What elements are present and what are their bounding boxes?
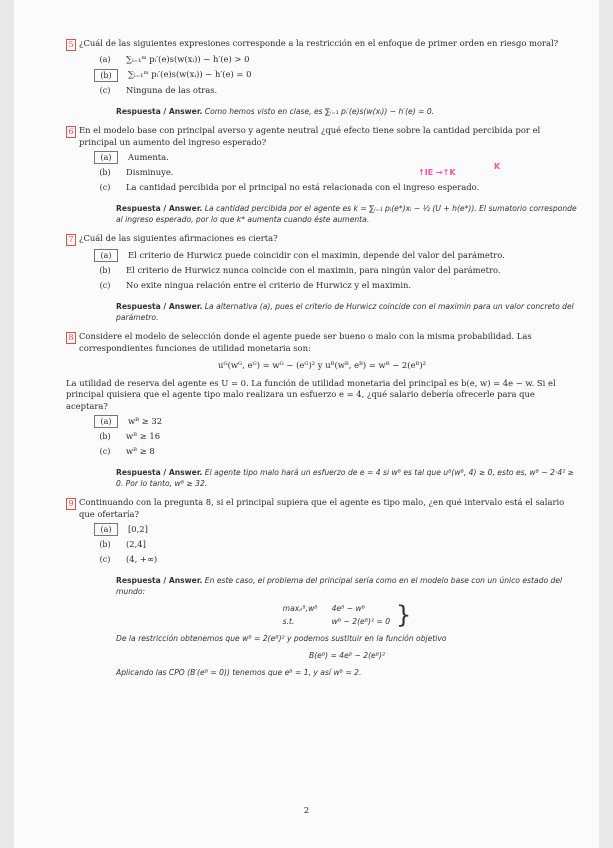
answer-text: La alternativa (a), pues el criterio de Hurwicz coincide con el maximin para un valor concreto del parámetro. [116,302,574,322]
question-text: En el modelo base con principal averso y agente neutral ¿qué efecto tiene sobre la cantidad percibida por el principal un aumento del ingreso esperado? [79,125,541,147]
option-label: (c) [99,182,111,192]
option-text: [0,2] [128,523,148,534]
question-9 [66,497,578,678]
option-text: wᴮ ≥ 8 [126,445,155,456]
option-label-selected: (a) [94,415,118,428]
question-text: ¿Cuál de las siguientes afirmaciones es cierta? [79,233,278,243]
question-number: 8 [66,332,76,344]
option-c [94,182,578,194]
answer-line: De la restricción obtenemos que wᴮ = 2(eᴮ)² y podemos sustituir en la función objetivo [116,634,447,643]
option-label: (a) [99,55,111,65]
question-5 [66,38,578,117]
option-text: wᴮ ≥ 16 [126,431,161,441]
answer-label: Respuesta / Answer. [116,107,203,116]
option-b [94,539,578,551]
option-c [94,280,578,292]
option-text: wᴮ ≥ 32 [128,415,163,426]
option-c [94,554,578,566]
option-text: La cantidad percibida por el principal no está relacionada con el ingreso esperado. [126,181,480,192]
answer [116,203,578,225]
st-label: s.t. [282,617,295,626]
question-number: 9 [66,498,76,510]
question-text-continued: La utilidad de reserva del agente es U = 0. La función de utilidad monetaria del principal es b(e, w) = 4e − w. Si el principal quisiera que el agente tipo malo realizara un esfuerzo e = 4, ¿qué salario debería ofrecerle para que aceptara? [66,377,556,411]
question-8 [66,331,578,489]
option-label: (c) [99,554,111,564]
option-label-selected: (a) [94,523,118,536]
option-b [94,431,578,443]
st-constraint: wᴮ − 2(eᴮ)² = 0 [331,617,391,626]
question-text: ¿Cuál de las siguientes expresiones corresponde a la restricción en el enfoque de primer orden en riesgo moral? [79,38,559,48]
question-text: Considere el modelo de selección donde el agente puede ser bueno o malo con la misma probabilidad. Las correspondientes funciones de utilidad monetaria son: [79,331,532,353]
option-a [94,151,578,164]
answer-text: El agente tipo malo hará un esfuerzo de e = 4 si wᴮ es tal que uᴮ(wᴮ, 4) ≥ 0, esto es, wᴮ − 2·4² ≥ 0. Por lo tanto, wᴮ ≥ 32. [116,468,575,488]
answer [116,106,578,117]
handwritten-annotation: ↑IE →↑K [418,168,456,177]
option-label: (b) [99,432,111,442]
question-number: 6 [66,126,76,138]
answer [116,467,578,489]
answer-label: Respuesta / Answer. [116,302,203,311]
option-c [94,446,578,458]
answer [116,575,578,678]
objective-formula: B(eᴮ) = 4eᴮ − 2(eᴮ)² [308,651,385,660]
document-content [66,38,578,686]
brace-icon: } [396,601,412,629]
option-b [94,69,578,82]
answer-text: En este caso, el problema del principal sería como en el modelo base con un único estado del mundo: [116,576,563,596]
question-text: Continuando con la pregunta 8, si el principal supiera que el agente es tipo malo, ¿en qué intervalo está el salario que ofertaría? [79,497,565,519]
option-b [94,167,578,179]
option-text: Aumenta. [128,151,169,162]
option-a [94,54,578,66]
answer-label: Respuesta / Answer. [116,204,203,213]
option-label: (b) [99,266,111,276]
option-text: Disminuye. [126,167,174,177]
option-text: ∑ᵢ₌₁ᵐ pᵢ′(e)s(w(xᵢ)) − h′(e) > 0 [126,54,250,64]
option-text: El criterio de Hurwicz puede coincidir con el maximin, depende del valor del parámetro. [128,249,505,260]
option-a [94,415,578,428]
page-number: 2 [303,806,310,816]
option-label: (c) [99,280,111,290]
max-label: maxₑᴮ,wᴮ [282,604,318,613]
option-label-selected: (a) [94,249,118,262]
option-text: El criterio de Hurwicz nunca coincide con el maximin, para ningún valor del parámetro. [126,265,501,275]
answer-text: La cantidad percibida por el agente es k = ∑ᵢ₌₁ pᵢ(e*)xᵢ − ½ (U + h(e*)). El sumatorio corresponde al ingreso esperado, por lo que k* aumenta cuando éste aumenta. [116,204,577,224]
option-text: Ninguna de las otras. [126,84,218,95]
answer-line: Aplicando las CPO (B′(eᴮ = 0)) tenemos que eᴮ = 1, y así wᴮ = 2. [116,668,362,677]
question-6 [66,125,578,225]
handwritten-annotation: K [494,162,501,171]
option-text: No exite ningua relación entre el criterio de Hurwicz y el maximin. [126,279,412,290]
question-7 [66,233,578,323]
option-a [94,249,578,262]
answer-label: Respuesta / Answer. [116,576,203,585]
option-text: (2,4] [126,539,146,549]
option-label: (c) [99,446,111,456]
answer-text: Como hemos visto en clase, es ∑ᵢ₌₁ pᵢ′(e)s(w(xᵢ)) − h′(e) = 0. [204,107,435,116]
option-a [94,523,578,536]
option-c [94,85,578,97]
option-text: ∑ᵢ₌₁ᵐ pᵢ′(e)s(w(xᵢ)) − h′(e) = 0 [128,69,252,80]
utility-formula: uᴳ(wᴳ, eᴳ) = wᴳ − (eᴳ)² y uᴮ(wᴮ, eᴮ) = wᴮ − 2(eᴮ)² [218,360,426,370]
option-text: (4, +∞) [126,553,158,564]
option-label-selected: (a) [94,151,118,164]
option-label: (b) [99,168,111,178]
option-label: (b) [99,540,111,550]
answer-label: Respuesta / Answer. [116,468,203,477]
document-page [14,0,599,848]
option-label-selected: (b) [94,69,118,82]
optimization-problem [116,603,578,627]
option-label: (c) [99,85,111,95]
answer [116,301,578,323]
option-b [94,265,578,277]
question-number: 7 [66,234,76,246]
max-objective: 4eᴮ − wᴮ [331,604,366,613]
question-number: 5 [66,39,76,51]
